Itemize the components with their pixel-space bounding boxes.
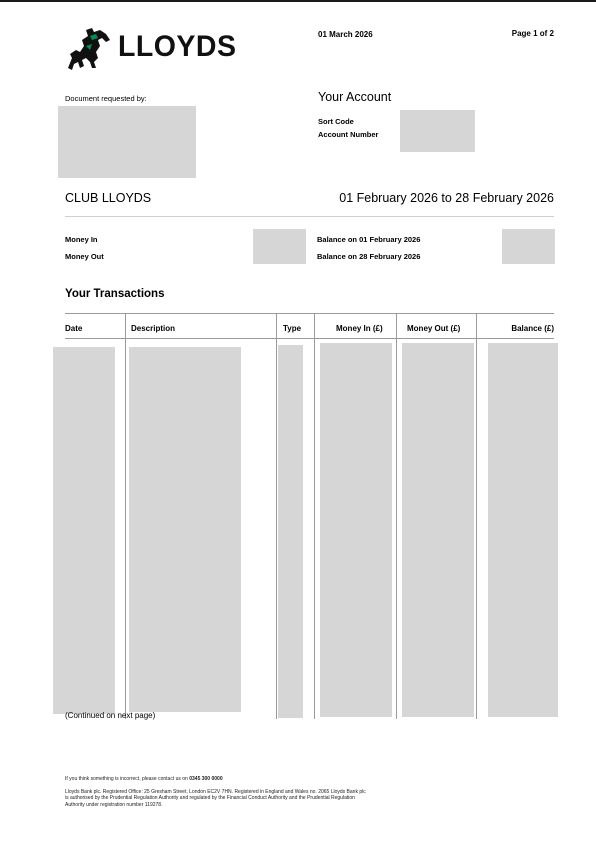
sort-code-label: Sort Code <box>318 117 354 126</box>
redacted-description-column <box>129 347 241 712</box>
column-header-balance: Balance (£) <box>511 324 554 333</box>
redacted-date-column <box>53 347 115 714</box>
legal-text <box>65 789 366 808</box>
column-separator <box>125 313 126 719</box>
column-header-type: Type <box>283 324 302 333</box>
contact-line <box>65 776 223 782</box>
legal-line: Authority under registration number 119278. <box>65 801 163 808</box>
redacted-balances <box>502 229 555 264</box>
redacted-type-column <box>278 345 303 718</box>
redacted-account-details <box>400 110 475 152</box>
redacted-money-out-column <box>402 343 474 717</box>
column-separator <box>314 313 315 719</box>
account-name: CLUB LLOYDS <box>65 191 152 205</box>
column-header-money-in: Money In (£) <box>336 324 383 333</box>
redacted-money-in-column <box>320 343 392 717</box>
statement-date: 01 March 2026 <box>318 30 373 39</box>
contact-phone: 0345 300 0000 <box>189 776 223 782</box>
table-header-rule <box>65 338 554 339</box>
balance-start-label: Balance on 01 February 2026 <box>317 235 421 244</box>
top-border <box>0 0 596 2</box>
section-divider <box>65 216 554 217</box>
column-separator <box>476 313 477 719</box>
redacted-money-totals <box>253 229 306 264</box>
continued-note: (Continued on next page) <box>65 711 156 720</box>
contact-text: If you think something is incorrect, please contact us on <box>65 776 190 782</box>
transactions-heading: Your Transactions <box>65 288 165 300</box>
statement-period: 01 February 2026 to 28 February 2026 <box>339 191 554 205</box>
brand-logo-text: LLOYDS <box>118 30 237 63</box>
your-account-heading: Your Account <box>318 90 392 104</box>
table-top-rule <box>65 313 554 314</box>
column-separator <box>396 313 397 719</box>
money-out-label: Money Out <box>65 252 104 261</box>
redacted-address <box>58 106 196 178</box>
page-indicator: Page 1 of 2 <box>511 29 554 38</box>
column-header-money-out: Money Out (£) <box>407 324 461 333</box>
black-horse-icon <box>62 24 116 72</box>
column-header-description: Description <box>131 324 176 333</box>
column-separator <box>276 313 277 719</box>
redacted-balance-column <box>488 343 558 717</box>
legal-line: is authorised by the Prudential Regulation Authority and regulated by the Financial Conduct Authority and the Prudential Regulation <box>65 795 355 802</box>
money-in-label: Money In <box>65 235 98 244</box>
column-header-date: Date <box>65 324 83 333</box>
requested-by-label: Document requested by: <box>65 94 147 103</box>
account-number-label: Account Number <box>318 130 379 139</box>
balance-end-label: Balance on 28 February 2026 <box>317 252 421 261</box>
legal-line: Lloyds Bank plc. Registered Office: 25 Gresham Street, London EC2V 7HN. Registered in England and Wales no. 2065 Lloyds Bank plc <box>65 789 366 795</box>
